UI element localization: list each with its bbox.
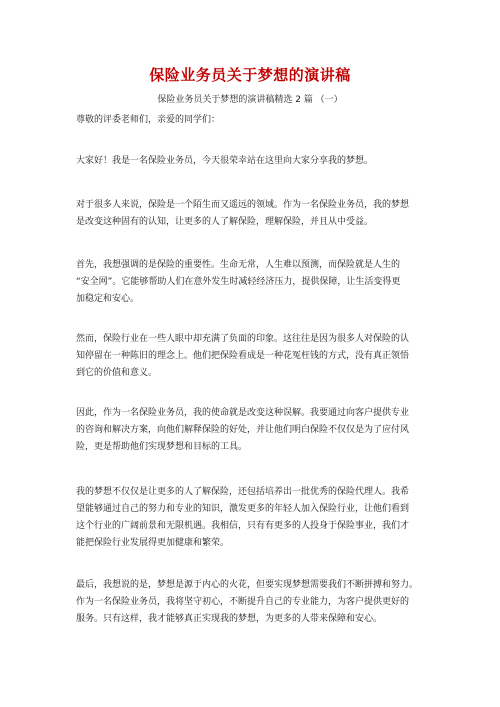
paragraph-greeting xyxy=(76,112,426,129)
document-title: 保险业务员关于梦想的演讲稿 xyxy=(149,66,351,84)
paragraph-line: 因此，作为一名保险业务员，我的使命就是改变这种误解。我要通过向客户提供专业 xyxy=(76,408,410,418)
paragraph-line: 首先，我想强调的是保险的重要性。生命无常，人生难以预测，而保险就是人生的 xyxy=(76,260,401,270)
paragraph-dream xyxy=(76,197,426,231)
paragraph-conclusion xyxy=(76,577,426,628)
paragraph-importance xyxy=(76,257,426,308)
paragraph-line: 知停留在一种陈旧的理念上。他们把保险看成是一种花冤枉钱的方式，没有真正领悟 xyxy=(76,351,410,361)
paragraph-line: 望能够通过自己的努力和专业的知识，激发更多的年轻人加入保险行业，让他们看到 xyxy=(76,504,410,514)
paragraph-agents xyxy=(76,484,426,552)
paragraph-line: 然而，保险行业在一些人眼中却充满了负面的印象。这往往是因为很多人对保险的认 xyxy=(76,334,410,344)
paragraph-line: 我的梦想不仅仅是让更多的人了解保险，还包括培养出一批优秀的保险代理人。我希 xyxy=(76,487,410,497)
paragraph-line: 最后，我想说的是，梦想是源于内心的火花，但要实现梦想需要我们不断拼搏和努力。 xyxy=(76,580,419,590)
document-subtitle: 保险业务员关于梦想的演讲稿精选 2 篇 （一） xyxy=(157,95,343,105)
paragraph-line: 这个行业的广阔前景和无限机遇。我相信，只有有更多的人投身于保险事业，我们才 xyxy=(76,521,410,531)
paragraph-line: 到它的价值和意义。 xyxy=(76,368,158,378)
paragraph-mission xyxy=(76,405,426,456)
paragraph-line: 服务。只有这样，我才能够真正实现我的梦想，为更多的人带来保障和安心。 xyxy=(76,614,383,624)
paragraph-line: “安全网”。它能够帮助人们在意外发生时减轻经济压力，提供保障，让生活变得更 xyxy=(76,277,401,287)
paragraph-line: 加稳定和安心。 xyxy=(76,294,140,304)
paragraph-perception xyxy=(76,331,426,382)
paragraph-line: 尊敬的评委老师们，亲爱的同学们： xyxy=(76,115,221,125)
paragraph-intro xyxy=(76,153,426,170)
paragraph-line: 大家好！我是一名保险业务员，今天很荣幸站在这里向大家分享我的梦想。 xyxy=(76,156,374,166)
paragraph-line: 的咨询和解决方案，向他们解释保险的好处，并让他们明白保险不仅仅是为了应付风 xyxy=(76,425,410,435)
paragraph-line: 险，更是帮助他们实现梦想和目标的工具。 xyxy=(76,442,248,452)
paragraph-line: 作为一名保险业务员，我将坚守初心，不断提升自己的专业能力，为客户提供更好的 xyxy=(76,597,410,607)
paragraph-line: 能把保险行业发展得更加健康和繁荣。 xyxy=(76,538,230,548)
paragraph-line: 是改变这种固有的认知，让更多的人了解保险，理解保险，并且从中受益。 xyxy=(76,217,374,227)
paragraph-line: 对于很多人来说，保险是一个陌生而又遥远的领域。作为一名保险业务员，我的梦想 xyxy=(76,200,410,210)
